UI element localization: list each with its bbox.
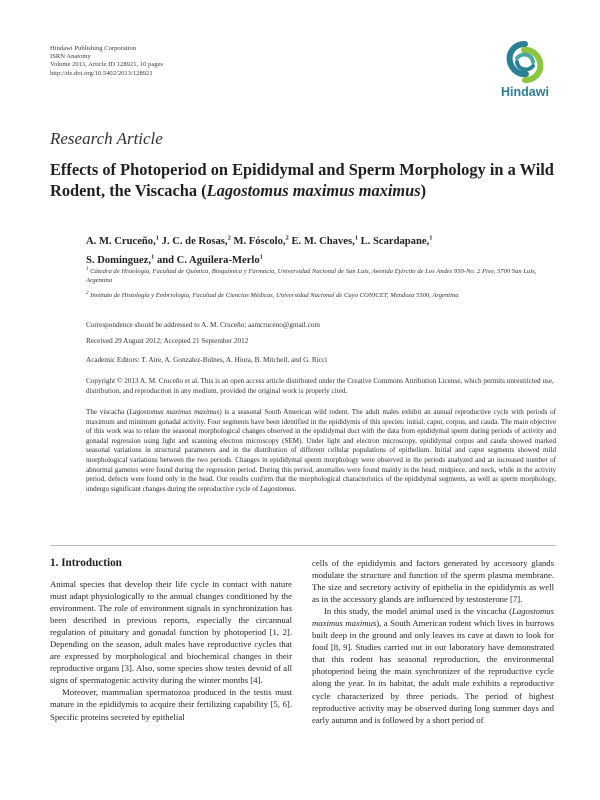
paper-title (50, 159, 560, 201)
paragraph: Moreover, mammalian spermatozoa produced in the testis must mature in the epididymis to acquire their fertilizing capability [5, 6]. Specific proteins secreted by epithelial (50, 687, 292, 722)
author: S. Dominguez,$^1$ (86, 253, 155, 266)
journal-header (50, 45, 163, 78)
right-column (312, 557, 554, 726)
author: J. C. de Rosas,$^2$ (161, 234, 231, 247)
correspondence: Correspondence should be addressed to A. M. Cruceño; aamcruceno@gmail.com (86, 321, 320, 329)
logo-wordmark: Hindawi (501, 85, 549, 99)
hindawi-logo-icon (502, 40, 548, 84)
section-divider (50, 545, 556, 546)
paragraph: In this study, the model animal used is the viscacha (Lagostomus maximus maximus), a South American rodent which lives in burrows built deep in the ground and only leaves its cave at dawn to look for food [8, 9]. Studies carried out in our laboratory have demonstrated that this rodent has seasonal reproduction, the environmental photoperiod being the main synchronizer of the reproductive cycle along the year. In its habitat, the adult male exhibits a reproductive cycle characterized by three periods. The period of highest reproductive activity may be observed during long summer days and early autumn and is followed by a short period of (312, 606, 555, 725)
affiliation-2: $^2$ Instituto de Histología y Embriología, Facultad de Ciencias Médicas, Universidad Nacional de Cuyo CONICET, Mendoza 5500, Argentina (86, 291, 459, 300)
abstract: The viscacha (Lagostomus maximus maximus) is a seasonal South American wild rodent. The adult males exhibit an annual reproductive cycle with periods of maximum and minimum gonadal activity. Four segments have been identified in the epididymis of this species: initial, caput, corpus, and cauda. The main objective of this work was to relate the seasonal morphological changes observed in the epididymal duct with the data from epididymal sperm during periods of activity and gonadal regression using light and scanning electron microscopy (SEM). Under light and electron microscopy, epididymal corpus and cauda showed marked seasonal variations in structural parameters and in the distribution of different cellular populations of epithelium. Initial and caput segments showed mild morphological variations between the two periods. Changes in epididymal sperm morphology were observed in the periods analyzed and an increased number of abnormal gametes were found during the regression period. During this period, anomalies were found mainly in the head, midpiece, and neck, while in the activity period, defects were found only in the head. Our results confirm that the morphological characteristics of the epididymal segments, as well as sperm morphology, undergo significant changes during the reproductive cycle of Lagostomus. (86, 408, 557, 493)
paragraph: Animal species that develop their life cycle in contact with nature must adapt physiologically to the annual changes conditioned by the environment. The role of environment signals in synchronization has been described in previous reports, especially the circannual regulation of pituitary and gonadal function by photoperiod [1, 2]. Depending on the season, adult males have reproductive cycles that are expressed by morphological and biochemical changes in their reproductive organs [3]. Also, some species show testes devoid of all signs of spermatogenic activity during the winter months [4]. (50, 579, 292, 686)
article-type: Research Article (50, 129, 163, 148)
received-dates: Received 29 August 2012; Accepted 21 September 2012 (86, 337, 249, 345)
copyright-notice: Copyright © 2013 A. M. Cruceño et al. This is an open access article distributed under the Creative Commons Attribution License, which permits unrestricted use, distribution, and reproduction in any medium, provided the original work is properly cited. (86, 377, 554, 395)
author: M. Fóscolo,$^2$ (233, 234, 289, 247)
volume-info: Volume 2013, Article ID 128921, 10 pages (50, 61, 164, 69)
journal-name: ISRN Anatomy (50, 53, 91, 61)
author-list (86, 230, 526, 268)
title-end: ) (420, 181, 427, 200)
publisher-name: Hindawi Publishing Corporation (50, 45, 137, 52)
hindawi-logo (494, 40, 556, 106)
author: and C. Aguilera-Merlo$^1$ (156, 253, 263, 266)
author: L. Scardapane,$^1$ (360, 234, 433, 247)
left-column (50, 557, 292, 723)
author: A. M. Cruceño,$^1$ (86, 234, 159, 247)
section-heading-introduction: 1. Introduction (50, 557, 122, 569)
academic-editors: Academic Editors: T. Aire, A. Gonzalez-Bulnes, A. Hiura, B. Mitchell, and G. Ricci (86, 356, 328, 364)
title-species: Lagostomus maximus maximus (206, 181, 421, 200)
paragraph: cells of the epididymis and factors generated by accessory glands modulate the structure and function of the sperm plasma membrane. The size and secretory activity of epithelia in the epididymis as well as in the accessory glands are influenced by testosterone [7]. (312, 558, 554, 605)
author: E. M. Chaves,$^1$ (291, 234, 358, 247)
title-main: Effects of Photoperiod on Epididymal and Sperm Morphology in a Wild Rodent, the Viscacha ( (50, 160, 554, 200)
affiliation-1: $^1$ Cátedra de Histología, Facultad de Química, Bioquímica y Farmacia, Universidad Nacional de San Luis, Avenida Ejército de Los Andes 950-No. 2 Piso, 5700 San Luis, Argentina (86, 267, 537, 284)
doi-link[interactable]: http://dx.doi.org/10.5402/2013/128921 (50, 69, 153, 77)
